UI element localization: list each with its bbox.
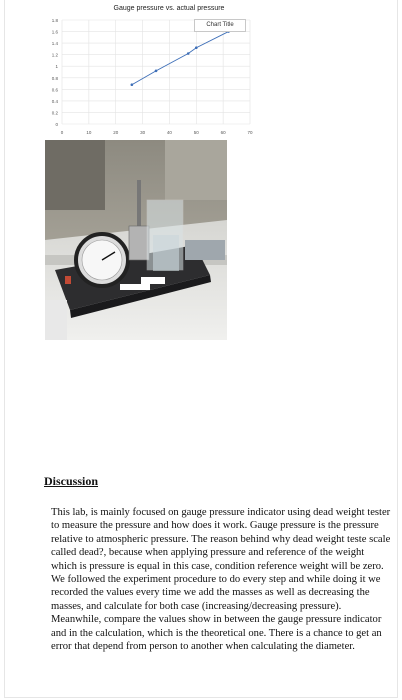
x-tick-label: 40: [166, 130, 172, 135]
y-tick-label: 0.8: [51, 75, 58, 81]
lab-photo: [45, 140, 227, 340]
y-tick-label: 1.8: [51, 18, 58, 23]
dead-weight-tester-image: [45, 140, 227, 340]
chart-title-box: Chart Title: [194, 19, 246, 32]
discussion-paragraph: This lab, is mainly focused on gauge pressure indicator using dead weight tester to measure the pressure and how does it work. Gauge pressure is the pressure relative to atmospheric pressure. The reason behind why dead weight teste scale called dead?, because when applying pressure and reference of the weight which is pressure is equal in this case, condition reference weight will be zero. We followed the experiment procedure to do every step and while doing it we recorded the values every time we add the masses as well as decreasing the masses, and calculate for both case (increasing/decreasing pressure). Meanwhile, compare the values show in between the gauge pressure indicator and in the calculation, which is the theoretical one. There is a chance to get an error that depend from person to another when calculating the diameter.: [51, 507, 391, 653]
data-point: [155, 70, 158, 73]
line-chart: [34, 2, 274, 140]
x-tick-label: 60: [220, 130, 226, 135]
data-point: [187, 52, 190, 55]
y-tick-label: 0.6: [51, 87, 58, 93]
y-tick-label: 0.2: [51, 110, 58, 116]
y-tick-label: 1.6: [51, 29, 58, 35]
x-tick-label: 50: [193, 130, 199, 135]
series-line: [132, 32, 229, 85]
y-tick-label: 1.4: [51, 41, 58, 47]
data-point: [195, 46, 198, 49]
x-tick-label: 0: [60, 130, 64, 135]
x-tick-label: 10: [86, 130, 92, 135]
x-tick-label: 70: [247, 130, 253, 135]
x-tick-label: 20: [113, 130, 119, 135]
y-tick-label: 0: [55, 122, 58, 127]
chart-title: Gauge pressure vs. actual pressure: [113, 5, 225, 12]
x-tick-label: 30: [140, 130, 146, 135]
discussion-heading: Discussion: [44, 474, 99, 488]
data-point: [131, 83, 134, 86]
y-tick-label: 1: [55, 64, 58, 70]
y-tick-label: 0.4: [51, 98, 58, 104]
y-tick-label: 1.2: [51, 52, 58, 58]
